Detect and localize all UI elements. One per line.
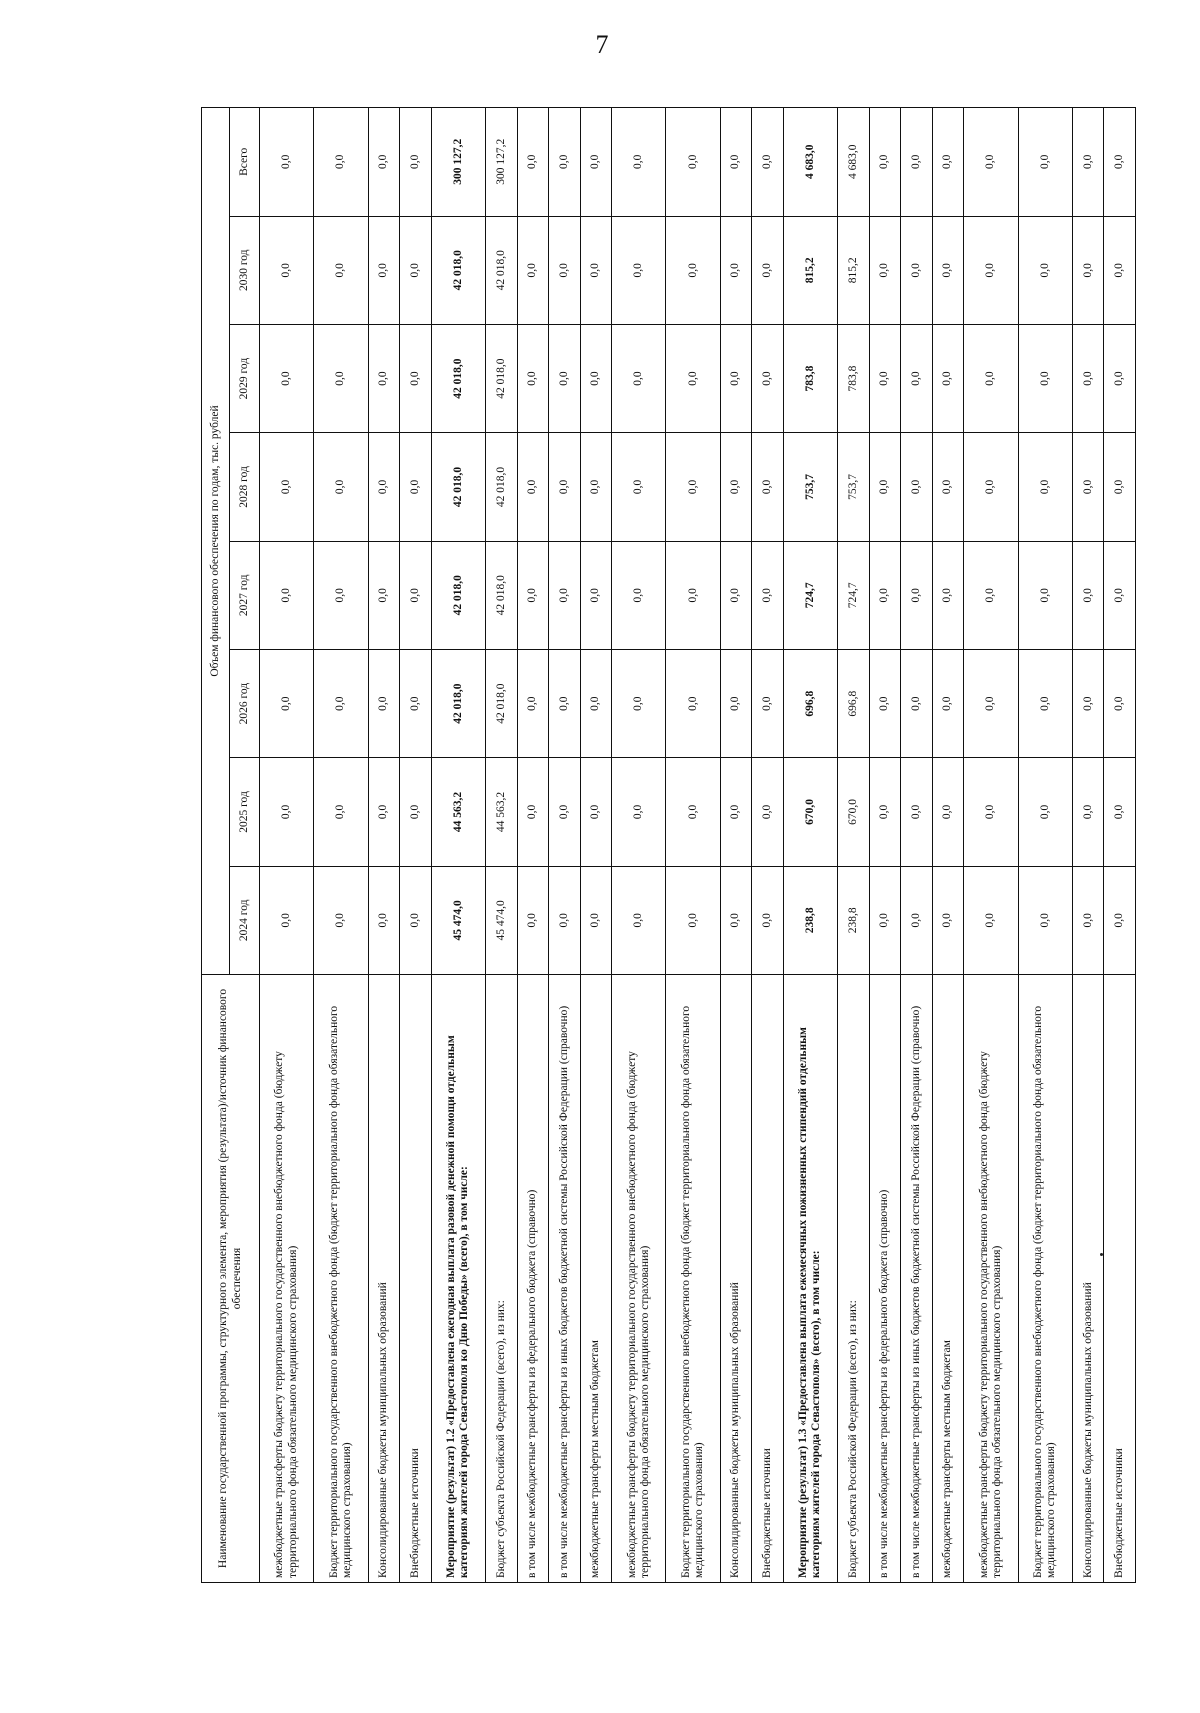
row-label: в том числе межбюджетные трансферты из иных бюджетов бюджетной системы Российской Федерации (справочно) [901, 974, 933, 1582]
value-cell: 815,2 [838, 216, 870, 324]
row-label: в том числе межбюджетные трансферты из иных бюджетов бюджетной системы Российской Федерации (справочно) [549, 974, 581, 1582]
value-cell: 0,0 [1072, 649, 1104, 757]
value-cell: 0,0 [549, 324, 581, 432]
value-cell: 753,7 [838, 433, 870, 541]
value-cell: 0,0 [1018, 541, 1072, 649]
value-cell: 0,0 [720, 541, 752, 649]
value-cell: 724,7 [838, 541, 870, 649]
value-cell: 0,0 [549, 541, 581, 649]
value-cell: 0,0 [260, 433, 314, 541]
value-cell: 0,0 [901, 108, 933, 217]
value-cell: 0,0 [964, 541, 1018, 649]
table-row [932, 108, 964, 1583]
value-cell: 0,0 [368, 324, 400, 432]
value-cell: 0,0 [1072, 108, 1104, 217]
value-cell: 0,0 [1018, 216, 1072, 324]
value-cell: 0,0 [1072, 324, 1104, 432]
value-cell: 0,0 [1018, 108, 1072, 217]
table-row [400, 108, 432, 1583]
table-row [260, 108, 314, 1583]
table-row [368, 108, 400, 1583]
value-cell: 0,0 [1018, 866, 1072, 974]
value-cell: 0,0 [932, 433, 964, 541]
value-cell: 0,0 [1072, 541, 1104, 649]
value-cell: 0,0 [1072, 866, 1104, 974]
value-cell: 0,0 [1072, 758, 1104, 866]
table-row [666, 108, 720, 1583]
table-row [580, 108, 612, 1583]
value-cell: 45 474,0 [431, 866, 485, 974]
value-cell: 42 018,0 [431, 216, 485, 324]
row-label: Мероприятие (результат) 1.2 «Предоставлена ежегодная выплата разовой денежной помощи отдельным категориям жителей города Севастополя ко Дню Победы» (всего), в том числе: [431, 974, 485, 1582]
page-number: 7 [595, 30, 609, 59]
value-cell: 0,0 [517, 649, 549, 757]
value-cell: 0,0 [964, 649, 1018, 757]
row-label: Мероприятие (результат) 1.3 «Предоставлена выплата ежемесячных пожизненных стипендий отдельным категориям жителей города Севастополя» (всего), в том числе: [783, 974, 837, 1582]
value-cell: 0,0 [580, 866, 612, 974]
value-cell: 0,0 [932, 108, 964, 217]
value-cell: 0,0 [580, 108, 612, 217]
value-cell: 0,0 [720, 649, 752, 757]
value-cell: 0,0 [869, 866, 901, 974]
value-cell: 0,0 [517, 216, 549, 324]
value-cell: 0,0 [368, 758, 400, 866]
value-cell: 0,0 [549, 758, 581, 866]
row-label: Бюджет территориального государственного внебюджетного фонда (бюджет территориального фонда обязательного медицинского страхования) [1018, 974, 1072, 1582]
value-cell: 0,0 [549, 433, 581, 541]
row-label: межбюджетные трансферты бюджету территориального государственного внебюджетного фонда (бюджету территориального фонда обязательного медицинского страхования) [612, 974, 666, 1582]
row-label: Бюджет территориального государственного внебюджетного фонда (бюджет территориального фонда обязательного медицинского страхования) [666, 974, 720, 1582]
value-cell: 0,0 [400, 108, 432, 217]
value-cell: 0,0 [1072, 433, 1104, 541]
value-cell: 0,0 [901, 324, 933, 432]
value-cell: 45 474,0 [486, 866, 518, 974]
value-cell: 670,0 [838, 758, 870, 866]
value-cell: 783,8 [838, 324, 870, 432]
table-row [720, 108, 752, 1583]
value-cell: 0,0 [549, 649, 581, 757]
table-row [901, 108, 933, 1583]
value-cell: 0,0 [260, 108, 314, 217]
value-cell: 815,2 [783, 216, 837, 324]
value-cell: 0,0 [869, 649, 901, 757]
value-cell: 0,0 [314, 324, 368, 432]
value-cell: 0,0 [260, 216, 314, 324]
value-cell: 0,0 [752, 866, 784, 974]
value-cell: 0,0 [580, 649, 612, 757]
value-cell: 0,0 [964, 433, 1018, 541]
value-cell: 0,0 [869, 108, 901, 217]
value-cell: 0,0 [752, 108, 784, 217]
value-cell: 783,8 [783, 324, 837, 432]
value-cell: 0,0 [752, 649, 784, 757]
value-cell: 0,0 [932, 758, 964, 866]
row-label: Консолидированные бюджеты муниципальных образований [368, 974, 400, 1582]
column-header-year: 2027 год [230, 541, 260, 649]
value-cell: 0,0 [314, 108, 368, 217]
value-cell: 0,0 [869, 758, 901, 866]
value-cell: 0,0 [612, 108, 666, 217]
value-cell: 696,8 [838, 649, 870, 757]
column-header-year: 2025 год [230, 758, 260, 866]
value-cell: 0,0 [612, 324, 666, 432]
value-cell: 0,0 [400, 324, 432, 432]
value-cell: 0,0 [1018, 433, 1072, 541]
value-cell: 0,0 [517, 324, 549, 432]
value-cell: 0,0 [260, 866, 314, 974]
value-cell: 0,0 [400, 433, 432, 541]
value-cell: 42 018,0 [486, 541, 518, 649]
value-cell: 0,0 [517, 433, 549, 541]
value-cell: 670,0 [783, 758, 837, 866]
value-cell: 0,0 [666, 108, 720, 217]
value-cell: 0,0 [1104, 433, 1136, 541]
value-cell: 0,0 [932, 866, 964, 974]
value-cell: 42 018,0 [486, 649, 518, 757]
value-cell: 0,0 [612, 433, 666, 541]
value-cell: 0,0 [752, 758, 784, 866]
value-cell: 0,0 [314, 216, 368, 324]
value-cell: 0,0 [666, 866, 720, 974]
value-cell: 0,0 [1104, 541, 1136, 649]
row-label: Консолидированные бюджеты муниципальных образований [1072, 974, 1104, 1582]
value-cell: 0,0 [1104, 324, 1136, 432]
table-row [486, 108, 518, 1583]
table-row [964, 108, 1018, 1583]
column-header-year: 2029 год [230, 324, 260, 432]
value-cell: 0,0 [612, 866, 666, 974]
value-cell: 0,0 [1104, 758, 1136, 866]
value-cell: 0,0 [720, 433, 752, 541]
value-cell: 724,7 [783, 541, 837, 649]
value-cell: 0,0 [666, 758, 720, 866]
financing-table [201, 107, 1136, 1583]
value-cell: 0,0 [1104, 649, 1136, 757]
row-label: межбюджетные трансферты бюджету территориального государственного внебюджетного фонда (бюджету территориального фонда обязательного медицинского страхования) [260, 974, 314, 1582]
value-cell: 0,0 [368, 866, 400, 974]
table-row [1104, 108, 1136, 1583]
value-cell: 0,0 [752, 216, 784, 324]
value-cell: 0,0 [901, 216, 933, 324]
value-cell: 0,0 [517, 866, 549, 974]
value-cell: 0,0 [368, 541, 400, 649]
value-cell: 0,0 [580, 433, 612, 541]
value-cell: 0,0 [368, 649, 400, 757]
value-cell: 42 018,0 [486, 433, 518, 541]
table-row [838, 108, 870, 1583]
row-label: Бюджет субъекта Российской Федерации (всего), из них: [838, 974, 870, 1582]
value-cell: 0,0 [368, 433, 400, 541]
value-cell: 0,0 [964, 866, 1018, 974]
value-cell: 0,0 [400, 758, 432, 866]
value-cell: 0,0 [549, 866, 581, 974]
value-cell: 0,0 [752, 324, 784, 432]
value-cell: 42 018,0 [431, 649, 485, 757]
value-cell: 0,0 [666, 324, 720, 432]
column-header-year: 2026 год [230, 649, 260, 757]
value-cell: 0,0 [720, 758, 752, 866]
value-cell: 0,0 [517, 758, 549, 866]
value-cell: 300 127,2 [486, 108, 518, 217]
row-label: Бюджет территориального государственного внебюджетного фонда (бюджет территориального фонда обязательного медицинского страхования) [314, 974, 368, 1582]
value-cell: 0,0 [666, 649, 720, 757]
value-cell: 0,0 [1018, 649, 1072, 757]
financing-table-rotated [201, 107, 1136, 1583]
value-cell: 0,0 [260, 758, 314, 866]
value-cell: 0,0 [314, 649, 368, 757]
value-cell: 0,0 [964, 758, 1018, 866]
value-cell: 0,0 [932, 324, 964, 432]
value-cell: 0,0 [400, 216, 432, 324]
row-label: Внебюджетные источники [752, 974, 784, 1582]
table-row [549, 108, 581, 1583]
value-cell: 0,0 [1018, 758, 1072, 866]
table-row [1018, 108, 1072, 1583]
value-cell: 300 127,2 [431, 108, 485, 217]
table-row [869, 108, 901, 1583]
table-row [783, 108, 837, 1583]
value-cell: 0,0 [901, 649, 933, 757]
value-cell: 0,0 [517, 108, 549, 217]
value-cell: 696,8 [783, 649, 837, 757]
column-header-year: 2028 год [230, 433, 260, 541]
value-cell: 0,0 [260, 649, 314, 757]
table-row [517, 108, 549, 1583]
value-cell: 0,0 [901, 866, 933, 974]
column-header-year: 2030 год [230, 216, 260, 324]
value-cell: 0,0 [580, 216, 612, 324]
value-cell: 0,0 [368, 216, 400, 324]
value-cell: 238,8 [838, 866, 870, 974]
value-cell: 4 683,0 [838, 108, 870, 217]
value-cell: 4 683,0 [783, 108, 837, 217]
value-cell: 0,0 [666, 216, 720, 324]
value-cell: 0,0 [612, 541, 666, 649]
value-cell: 0,0 [964, 324, 1018, 432]
value-cell: 0,0 [314, 433, 368, 541]
value-cell: 0,0 [580, 324, 612, 432]
value-cell: 0,0 [869, 433, 901, 541]
value-cell: 0,0 [314, 758, 368, 866]
row-label: межбюджетные трансферты местным бюджетам [932, 974, 964, 1582]
value-cell: 0,0 [400, 541, 432, 649]
value-cell: 0,0 [964, 216, 1018, 324]
value-cell: 42 018,0 [486, 324, 518, 432]
row-label: межбюджетные трансферты местным бюджетам [580, 974, 612, 1582]
row-label: Внебюджетные источники [1104, 974, 1136, 1582]
value-cell: 0,0 [752, 433, 784, 541]
value-cell: 42 018,0 [431, 541, 485, 649]
row-label: межбюджетные трансферты бюджету территориального государственного внебюджетного фонда (бюджету территориального фонда обязательного медицинского страхования) [964, 974, 1018, 1582]
value-cell: 0,0 [368, 108, 400, 217]
value-cell: 0,0 [932, 216, 964, 324]
value-cell: 0,0 [720, 324, 752, 432]
value-cell: 44 563,2 [486, 758, 518, 866]
column-header-year: Всего [230, 108, 260, 217]
table-row [314, 108, 368, 1583]
value-cell: 42 018,0 [431, 433, 485, 541]
row-label: Консолидированные бюджеты муниципальных образований [720, 974, 752, 1582]
row-label: Внебюджетные источники [400, 974, 432, 1582]
value-cell: 0,0 [612, 649, 666, 757]
value-cell: 0,0 [1104, 216, 1136, 324]
value-cell: 0,0 [720, 108, 752, 217]
value-cell: 0,0 [400, 649, 432, 757]
value-cell: 0,0 [932, 649, 964, 757]
value-cell: 0,0 [400, 866, 432, 974]
value-cell: 0,0 [901, 758, 933, 866]
value-cell: 0,0 [932, 541, 964, 649]
column-header-name: Наименование государственной программы, структурного элемента, мероприятия (результата)/источник финансового обеспечения [202, 974, 260, 1582]
table-row [1072, 108, 1104, 1583]
value-cell: 0,0 [1104, 866, 1136, 974]
row-label: в том числе межбюджетные трансферты из федерального бюджета (справочно) [869, 974, 901, 1582]
value-cell: 0,0 [752, 541, 784, 649]
value-cell: 0,0 [612, 216, 666, 324]
value-cell: 0,0 [666, 433, 720, 541]
value-cell: 0,0 [1104, 108, 1136, 217]
value-cell: 0,0 [869, 216, 901, 324]
value-cell: 238,8 [783, 866, 837, 974]
value-cell: 0,0 [1018, 324, 1072, 432]
value-cell: 0,0 [612, 758, 666, 866]
value-cell: 0,0 [720, 216, 752, 324]
column-group-header: Объем финансового обеспечения по годам, тыс. рублей [202, 108, 230, 975]
value-cell: 0,0 [260, 324, 314, 432]
value-cell: 0,0 [1072, 216, 1104, 324]
value-cell: 0,0 [901, 433, 933, 541]
value-cell: 0,0 [517, 541, 549, 649]
value-cell: 0,0 [549, 108, 581, 217]
value-cell: 42 018,0 [431, 324, 485, 432]
value-cell: 0,0 [964, 108, 1018, 217]
value-cell: 753,7 [783, 433, 837, 541]
value-cell: 0,0 [314, 866, 368, 974]
row-label: Бюджет субъекта Российской Федерации (всего), из них: [486, 974, 518, 1582]
value-cell: 44 563,2 [431, 758, 485, 866]
value-cell: 0,0 [580, 758, 612, 866]
value-cell: 42 018,0 [486, 216, 518, 324]
value-cell: 0,0 [549, 216, 581, 324]
value-cell: 0,0 [869, 541, 901, 649]
table-row [431, 108, 485, 1583]
value-cell: 0,0 [314, 541, 368, 649]
column-header-year: 2024 год [230, 866, 260, 974]
value-cell: 0,0 [720, 866, 752, 974]
value-cell: 0,0 [666, 541, 720, 649]
value-cell: 0,0 [869, 324, 901, 432]
value-cell: 0,0 [580, 541, 612, 649]
value-cell: 0,0 [901, 541, 933, 649]
table-row [752, 108, 784, 1583]
table-row [612, 108, 666, 1583]
value-cell: 0,0 [260, 541, 314, 649]
row-label: в том числе межбюджетные трансферты из федерального бюджета (справочно) [517, 974, 549, 1582]
